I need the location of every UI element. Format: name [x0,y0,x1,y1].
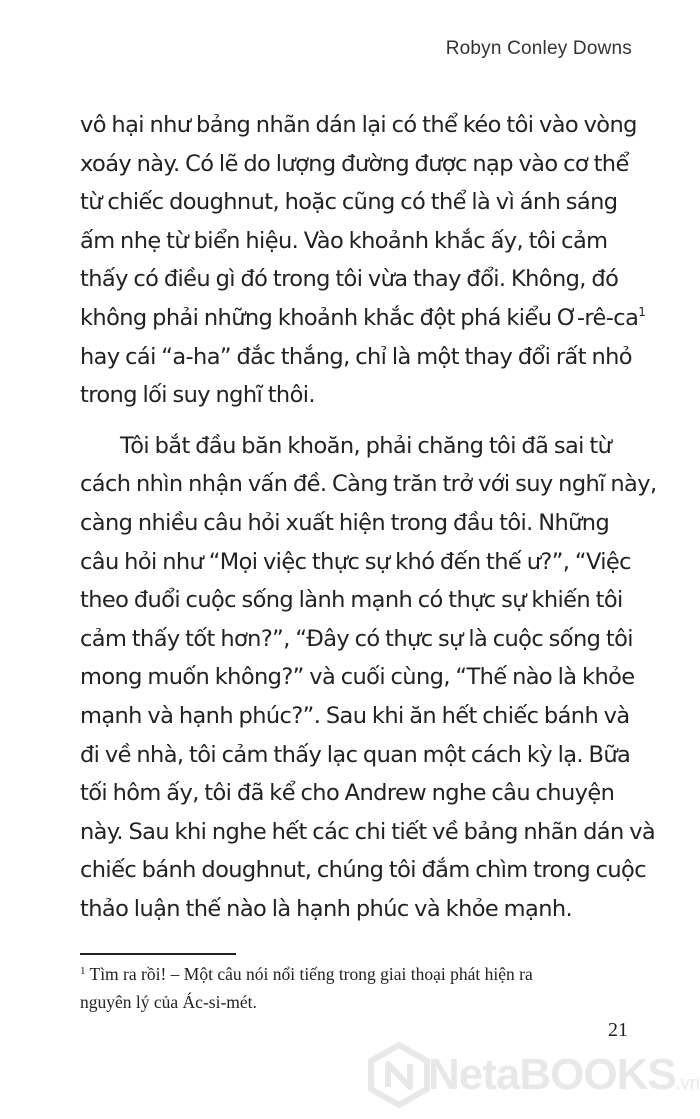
text-line: câu hỏi như “Mọi việc thực sự khó đến thế ư?”, “Việc [80,548,631,575]
text-line: ấm nhẹ từ biển hiệu. Vào khoảnh khắc ấy, tôi cảm [80,227,608,254]
netabooks-logo-icon [366,1042,432,1108]
text-line-with-footnote [80,299,646,338]
paragraph-gap [80,415,632,427]
paragraph-1 [80,106,646,415]
text-line: mong muốn không?” và cuối cùng, “Thế nào là khỏe [80,664,635,691]
watermark-text [428,1050,700,1100]
text-line: cách nhìn nhận vấn đề. Càng trăn trở với suy nghĩ này, [80,471,657,498]
running-head: Robyn Conley Downs [445,38,632,59]
text-line: đi về nhà, tôi cảm thấy lạc quan một cách kỳ lạ. Bữa [80,741,631,768]
text-line: này. Sau khi nghe hết các chi tiết về bảng nhãn dán và [80,818,656,845]
text-line: cảm thấy tốt hơn?”, “Đây có thực sự là cuộc sống tôi [80,625,633,652]
text-line: mạnh và hạnh phúc?”. Sau khi ăn hết chiếc bánh và [80,702,630,729]
text-line: chiếc bánh doughnut, chúng tôi đắm chìm trong cuộc [80,857,646,884]
footnote-number: 1 [80,965,86,977]
text-line: càng nhiều câu hỏi xuất hiện trong đầu tôi. Những [80,509,610,536]
text-line: Tôi bắt đầu băn khoăn, phải chăng tôi đã sai từ [120,432,612,459]
footnote [80,960,640,1016]
footnote-line [80,960,640,988]
text-line: trong lối suy nghĩ thôi. [80,382,315,409]
text-line: không phải những khoảnh khắc đột phá kiểu Ơ-rê-ca [80,304,639,331]
text-line: vô hại như bảng nhãn dán lại có thể kéo tôi vào vòng [80,112,637,138]
text-line: hay cái “a-ha” đắc thắng, chỉ là một thay đổi rất nhỏ [80,343,632,370]
watermark-suffix: .vn [675,1073,700,1093]
text-line: theo đuổi cuộc sống lành mạnh có thực sự khiến tôi [80,587,623,614]
footnote-text: Tìm ra rồi! – Một câu nói nổi tiếng trong giai thoại phát hiện ra [89,964,533,984]
page-number: 21 [608,1019,628,1041]
text-line: thấy có điều gì đó trong tôi vừa thay đổi. Không, đó [80,266,619,293]
paragraph-2 [80,427,657,929]
footnote-reference: 1 [638,304,646,319]
watermark [366,1042,700,1108]
text-line: từ chiếc doughnut, hoặc cũng có thể là vì ánh sáng [80,189,618,216]
watermark-brand: NetaBOOKS [428,1050,676,1099]
footnote-divider [80,953,236,955]
text-line: thảo luận thế nào là hạnh phúc và khỏe mạnh. [80,895,573,922]
footnote-text: nguyên lý của Ác-si-mét. [80,992,257,1012]
text-line: tối hôm ấy, tôi đã kể cho Andrew nghe câu chuyện [80,780,615,807]
body-text [80,106,657,928]
text-line: xoáy này. Có lẽ do lượng đường được nạp vào cơ thể [80,150,629,177]
